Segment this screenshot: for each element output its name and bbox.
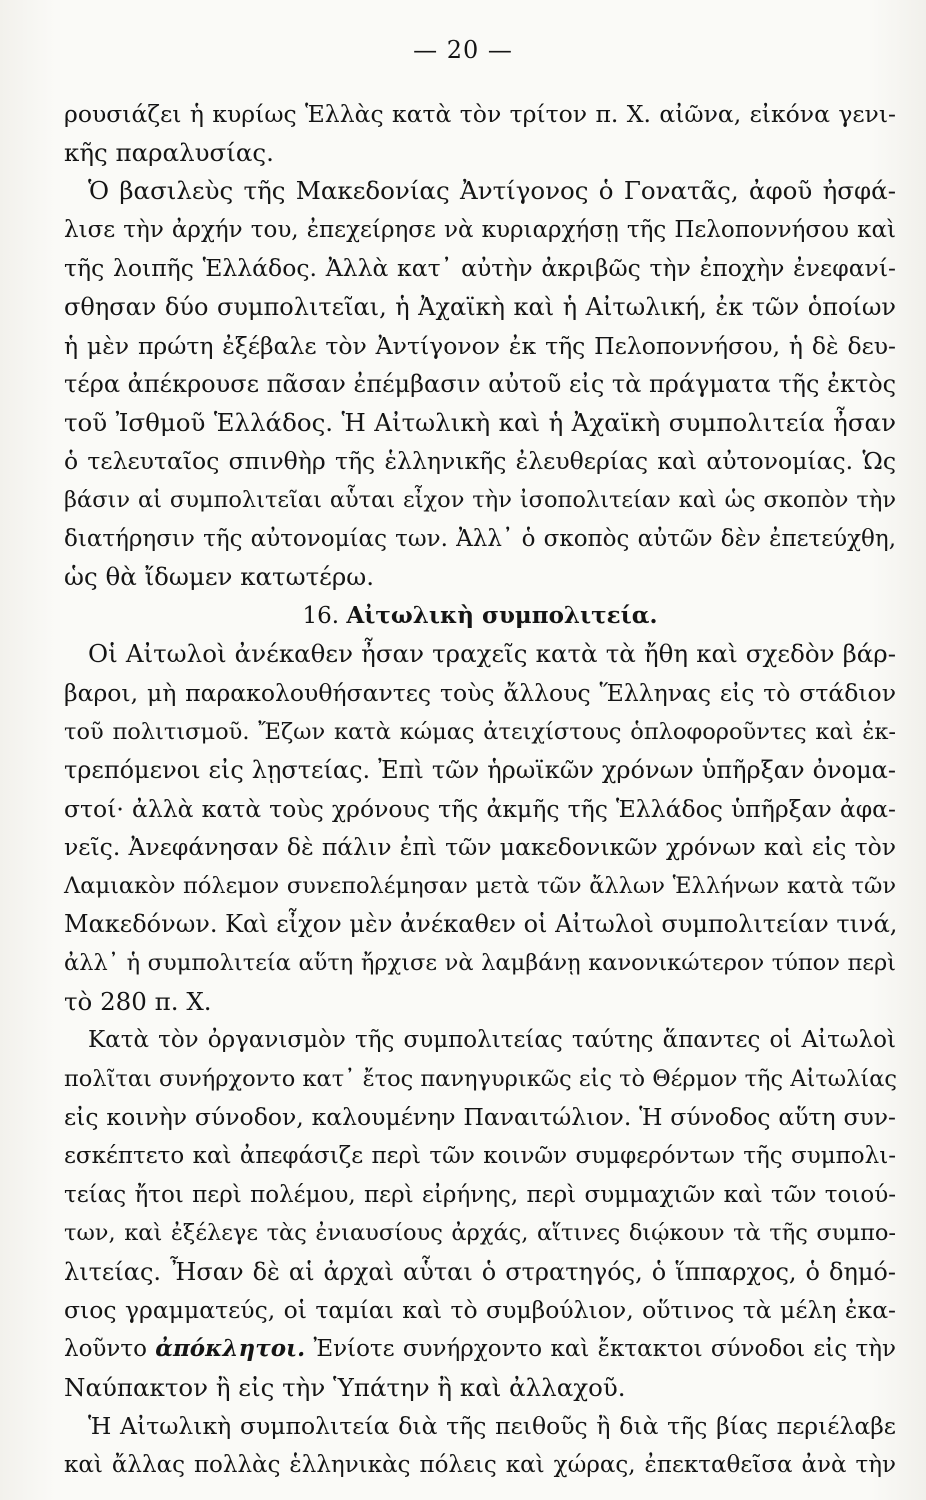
text-line: Ναύπακτον ἢ εἰς τὴν Ὑπάτην ἢ καὶ ἀλλαχοῦ. [64,1372,626,1402]
text-line: τοῦ πολιτισμοῦ. Ἔζων κατὰ κώμας ἀτειχίστους ὁπλοφοροῦντες καὶ ἐκ- [64,718,896,745]
text-line: ἀλλ᾽ ἡ συμπολιτεία αὕτη ἤρχισε νὰ λαμβάνῃ κανονικώτερον τύπον περὶ [64,950,896,977]
body-text [64,95,896,1484]
text-line: ὁ τελευταῖος σπινθὴρ τῆς ἑλληνικῆς ἐλευθερίας καὶ αὐτονομίας. Ὡς [64,447,896,476]
text-line: εσκέπτετο καὶ ἀπεφάσιζε περὶ τῶν κοινῶν συμφερόντων τῆς συμπολι- [64,1143,896,1170]
text-line-emphasis [64,1330,896,1369]
text-line: τὸ 280 π. Χ. [64,986,212,1016]
text-line: τέρα ἀπέκρουσε πᾶσαν ἐπέμβασιν αὐτοῦ εἰς τὰ πράγματα τῆς ἐκτὸς [64,370,897,399]
text-line: διατήρησιν τῆς αὐτονομίας των. Ἀλλ᾽ ὁ σκοπὸς αὐτῶν δὲν ἐπετεύχθη, [64,525,896,552]
text-line: κῆς παραλυσίας. [64,137,274,167]
text-line: των, καὶ ἐξέλεγε τὰς ἐνιαυσίους ἀρχάς, αἵτινες διῴκουν τὰ τῆς συμπο- [64,1220,896,1247]
text-line: Κατὰ τὸν ὀργανισμὸν τῆς συμπολιτείας ταύτης ἅπαντες οἱ Αἰτωλοὶ [88,1027,896,1054]
text-line: πολῖται συνήρχοντο κατ᾽ ἔτος πανηγυρικῶς εἰς τὸ Θέρμον τῆς Αἰτωλίας [64,1065,897,1092]
text-line: Ὁ βασιλεὺς τῆς Μακεδονίας Ἀντίγονος ὁ Γονατᾶς, ἀφοῦ ἠσφά- [88,176,896,206]
text-line: Οἱ Αἰτωλοὶ ἀνέκαθεν ἦσαν τραχεῖς κατὰ τὰ ἤθη καὶ σχεδὸν βάρ- [88,639,896,669]
text-line: λιτείας. Ἦσαν δὲ αἱ ἀρχαὶ αὗται ὁ στρατηγός, ὁ ἵππαρχος, ὁ δημό- [64,1257,896,1286]
text-line: σιος γραμματεύς, οἱ ταμίαι καὶ τὸ συμβούλιον, οὕτινος τὰ μέλη ἐκα- [64,1296,896,1325]
text-line: τρεπόμενοι εἰς λῃστείας. Ἐπὶ τῶν ἡρωϊκῶν χρόνων ὑπῆρξαν ὀνομα- [64,756,896,785]
emphasized-term: ἀπόκλητοι. [155,1335,306,1362]
section-number: 16. [302,602,340,629]
text-line: τείας ἤτοι περὶ πολέμου, περὶ εἰρήνης, περὶ συμμαχιῶν καὶ τῶν τοιού- [64,1181,896,1208]
text-line: τοῦ Ἰσθμοῦ Ἑλλάδος. Ἡ Αἰτωλικὴ καὶ ἡ Ἀχαϊκὴ συμπολιτεία ἦσαν [64,407,896,437]
text-line: ἡ μὲν πρώτη ἐξέβαλε τὸν Ἀντίγονον ἐκ τῆς Πελοποννήσου, ἡ δὲ δευ- [64,331,896,360]
text-line: Ἡ Αἰτωλικὴ συμπολιτεία διὰ τῆς πειθοῦς ἢ διὰ τῆς βίας περιέλαβε [88,1412,896,1441]
text-line: καὶ ἄλλας πολλὰς ἑλληνικὰς πόλεις καὶ χώρας, ἐπεκταθεῖσα ἀνὰ τὴν [64,1451,896,1478]
text-line: Λαμιακὸν πόλεμον συνεπολέμησαν μετὰ τῶν ἄλλων Ἑλλήνων κατὰ τῶν [64,872,896,899]
text-fragment: λοῦντο [64,1336,156,1362]
text-line: ὡς θὰ ἴδωμεν κατωτέρω. [64,562,375,592]
text-line: εἰς κοινὴν σύνοδον, καλουμένην Παναιτώλιον. Ἡ σύνοδος αὕτη συν- [64,1103,896,1132]
page-number: — 20 — [413,36,513,64]
text-line: βάσιν αἱ συμπολιτεῖαι αὗται εἶχον τὴν ἰσοπολιτείαν καὶ ὡς σκοπὸν τὴν [64,486,896,513]
text-line: λισε τὴν ἀρχήν του, ἐπεχείρησε νὰ κυριαρχήσῃ τῆς Πελοποννήσου καὶ [64,216,896,243]
text-line: Μακεδόνων. Καὶ εἶχον μὲν ἀνέκαθεν οἱ Αἰτωλοὶ συμπολιτείαν τινά, [64,910,898,939]
text-line: τῆς λοιπῆς Ἑλλάδος. Ἀλλὰ κατ᾽ αὐτὴν ἀκριβῶς τὴν ἐποχὴν ἐνεφανί- [64,254,896,283]
section-heading [64,597,896,636]
text-line: νεῖς. Ἀνεφάνησαν δὲ πάλιν ἐπὶ τῶν μακεδονικῶν χρόνων καὶ εἰς τὸν [64,833,896,862]
text-line: στοί· ἀλλὰ κατὰ τοὺς χρόνους τῆς ἀκμῆς τῆς Ἑλλάδος ὑπῆρξαν ἀφα- [64,794,896,823]
text-line: ρουσιάζει ἡ κυρίως Ἑλλὰς κατὰ τὸν τρίτον π. Χ. αἰῶνα, εἰκόνα γενι- [64,100,896,128]
section-title: Αἰτωλικὴ συμπολιτεία. [346,601,658,629]
text-line: σθησαν δύο συμπολιτεῖαι, ἡ Ἀχαϊκὴ καὶ ἡ Αἰτωλική, ἐκ τῶν ὁποίων [64,292,896,321]
text-fragment: Ἐνίοτε συνήρχοντο καὶ ἔκτακτοι σύνοδοι εἰς τὴν [305,1336,896,1362]
text-line: βαροι, μὴ παρακολουθήσαντες τοὺς ἄλλους Ἕλληνας εἰς τὸ στάδιον [64,678,896,707]
